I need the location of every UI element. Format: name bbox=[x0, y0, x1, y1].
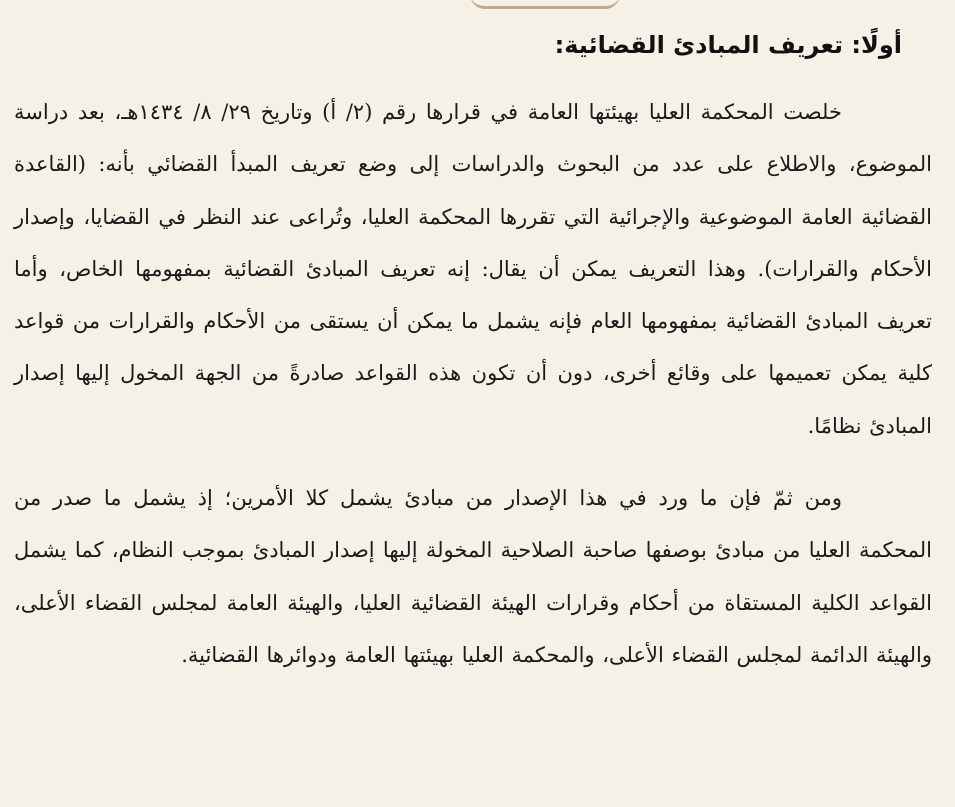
paragraph-text: ومن ثمّ فإن ما ورد في هذا الإصدار من مبادئ يشمل كلا الأمرين؛ إذ يشمل ما صدر من المحكمة العليا من مبادئ بوصفها صاحبة الصلاحية المخولة إليها إصدار المبادئ بموجب النظام، كما يشمل القواعد الكلية المستقاة من أحكام وقرارات الهيئة القضائية العليا، والهيئة العامة لمجلس القضاء الأعلى، والهيئة الدائمة لمجلس القضاء الأعلى، والمحكمة العليا بهيئتها العامة ودوائرها القضائية. bbox=[14, 486, 932, 667]
document-page bbox=[14, 24, 932, 701]
paragraph-definition bbox=[14, 86, 932, 452]
paragraph-scope bbox=[14, 472, 932, 681]
section-heading: أولًا: تعريف المبادئ القضائية: bbox=[554, 31, 902, 59]
paragraph-text: خلصت المحكمة العليا بهيئتها العامة في قرارها رقم (٢/ أ) وتاريخ ٢٩/ ٨/ ١٤٣٤هـ، بعد دراسة الموضوع، والاطلاع على عدد من البحوث والدراسات إلى وضع تعريف المبدأ القضائي بأنه: (القاعدة القضائية العامة الموضوعية والإجرائية التي تقررها المحكمة العليا، وتُراعى عند النظر في القضايا، وإصدار الأحكام والقرارات). وهذا التعريف يمكن أن يقال: إنه تعريف المبادئ القضائية بمفهومها الخاص، وأما تعريف المبادئ القضائية بمفهومها العام فإنه يشمل ما يمكن أن يستقى من الأحكام والقرارات من قواعد كلية يمكن تعميمها على وقائع أخرى، دون أن تكون هذه القواعد صادرةً من الجهة المخول إليها إصدار المبادئ نظامًا. bbox=[14, 100, 932, 438]
top-decoration bbox=[470, 0, 620, 9]
